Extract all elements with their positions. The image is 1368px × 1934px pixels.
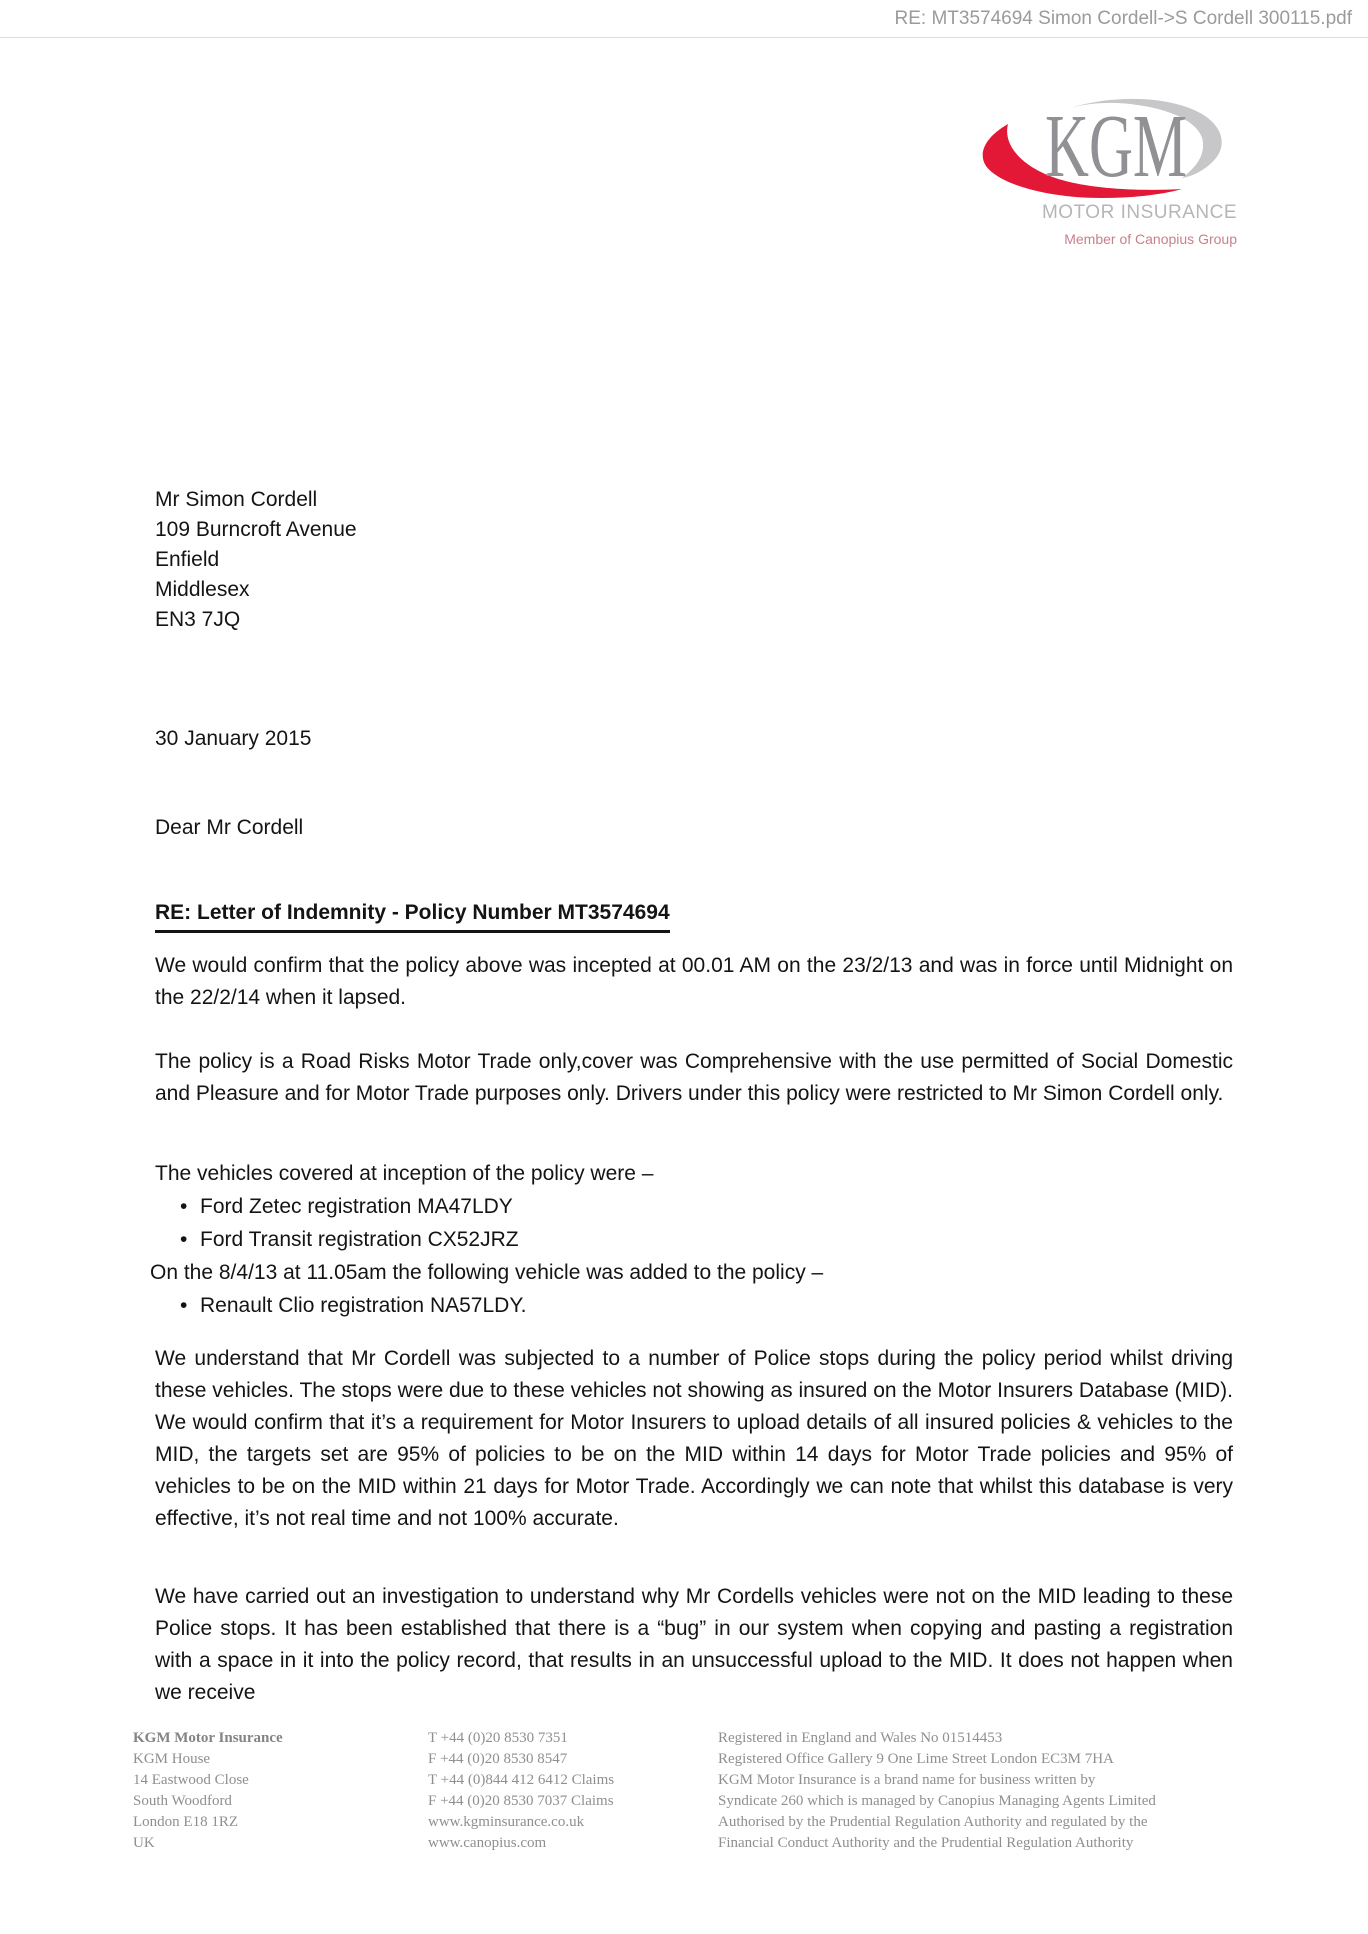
recipient-county: Middlesex (155, 578, 250, 601)
document-title: RE: MT3574694 Simon Cordell->S Cordell 300115.pdf (894, 8, 1352, 29)
logo-tagline: Member of Canopius Group (1064, 231, 1237, 247)
subject-line (155, 897, 1233, 933)
footer-address-column (133, 1728, 283, 1854)
recipient-address (155, 485, 1233, 635)
recipient-street: 109 Burncroft Avenue (155, 518, 357, 541)
footer-phone-claims: T +44 (0)844 412 6412 Claims (428, 1772, 615, 1788)
footer-legal-column (718, 1728, 1156, 1854)
recipient-name: Mr Simon Cordell (155, 488, 318, 511)
letter-date: 30 January 2015 (155, 727, 312, 750)
vehicle-added-line: On the 8/4/13 at 11.05am the following vehicle was added to the policy – (150, 1261, 824, 1284)
kgm-logo (975, 88, 1237, 248)
vehicle-2: Ford Transit registration CX52JRZ (200, 1228, 519, 1251)
kgm-logo-swoosh-graphic (975, 88, 1237, 200)
header-divider (0, 37, 1368, 38)
paragraph-mid-explanation: We understand that Mr Cordell was subjected to a number of Police stops during the policy period whilst driving these vehicles. The stops were due to these vehicles not showing as insured on the Motor Insurers Database (MID). We would confirm that it’s a requirement for Motor Insurers to upload details of all insured policies & vehicles to the MID, the targets set are 95% of policies to be on the MID within 14 days for Motor Trade policies and 95% of vehicles to be on the MID within 21 days for Motor Trade. Accordingly we can note that whilst this database is very effective, it’s not real time and not 100% accurate. (155, 1347, 1233, 1530)
footer-legal-line: KGM Motor Insurance is a brand name for business written by (718, 1772, 1096, 1788)
vehicle-3: Renault Clio registration NA57LDY. (200, 1294, 527, 1317)
footer-legal-line: Financial Conduct Authority and the Prudential Regulation Authority (718, 1835, 1134, 1851)
footer-legal-line: Registered Office Gallery 9 One Lime Street London EC3M 7HA (718, 1751, 1114, 1767)
footer-company-name: KGM Motor Insurance (133, 1730, 283, 1746)
paragraph-policy-dates: We would confirm that the policy above was incepted at 00.01 AM on the 23/2/13 and was in force until Midnight on the 22/2/14 when it lapsed. (155, 954, 1233, 1009)
footer-legal-line: Syndicate 260 which is managed by Canopius Managing Agents Limited (718, 1793, 1156, 1809)
logo-wordmark: KGM (1045, 97, 1187, 196)
recipient-postcode: EN3 7JQ (155, 608, 241, 631)
logo-subtitle: MOTOR INSURANCE (1041, 202, 1237, 223)
bullet-icon: • (180, 1294, 188, 1317)
paragraph-investigation: We have carried out an investigation to understand why Mr Cordells vehicles were not on the MID leading to these Police stops. It has been established that there is a “bug” in our system when copying and pasting a registration with a space in it into the policy record, that results in an unsuccessful upload to the MID. It does not happen when we receive (155, 1585, 1233, 1704)
footer-address-line: 14 Eastwood Close (133, 1772, 249, 1788)
bullet-icon: • (180, 1195, 188, 1218)
vehicle-list-item (155, 1190, 1233, 1223)
vehicles-intro: The vehicles covered at inception of the policy were – (155, 1162, 654, 1185)
vehicle-1: Ford Zetec registration MA47LDY (200, 1195, 513, 1218)
paragraph-policy-cover: The policy is a Road Risks Motor Trade only,cover was Comprehensive with the use permitted of Social Domestic and Pleasure and for Motor Trade purposes only. Drivers under this policy were restricted to Mr Simon Cordell only. (155, 1050, 1233, 1105)
footer-fax: F +44 (0)20 8530 8547 (428, 1751, 568, 1767)
footer-address-line: London E18 1RZ (133, 1814, 238, 1830)
subject-text: RE: Letter of Indemnity - Policy Number MT3574694 (155, 897, 670, 933)
footer-contact-column (428, 1728, 614, 1854)
salutation: Dear Mr Cordell (155, 816, 304, 839)
footer-legal-line: Registered in England and Wales No 01514453 (718, 1730, 1003, 1746)
footer-address-line: UK (133, 1835, 155, 1851)
recipient-town: Enfield (155, 548, 220, 571)
bullet-icon: • (180, 1228, 188, 1251)
footer-address-line: KGM House (133, 1751, 211, 1767)
footer-website-kgm: www.kgminsurance.co.uk (428, 1814, 585, 1830)
footer-website-canopius: www.canopius.com (428, 1835, 547, 1851)
footer-legal-line: Authorised by the Prudential Regulation Authority and regulated by the (718, 1814, 1148, 1830)
footer-address-line: South Woodford (133, 1793, 232, 1809)
footer-phone: T +44 (0)20 8530 7351 (428, 1730, 568, 1746)
vehicle-list-item (155, 1223, 1233, 1256)
vehicles-section (150, 1157, 1233, 1322)
footer-fax-claims: F +44 (0)20 8530 7037 Claims (428, 1793, 614, 1809)
vehicle-list-item (155, 1289, 1233, 1322)
